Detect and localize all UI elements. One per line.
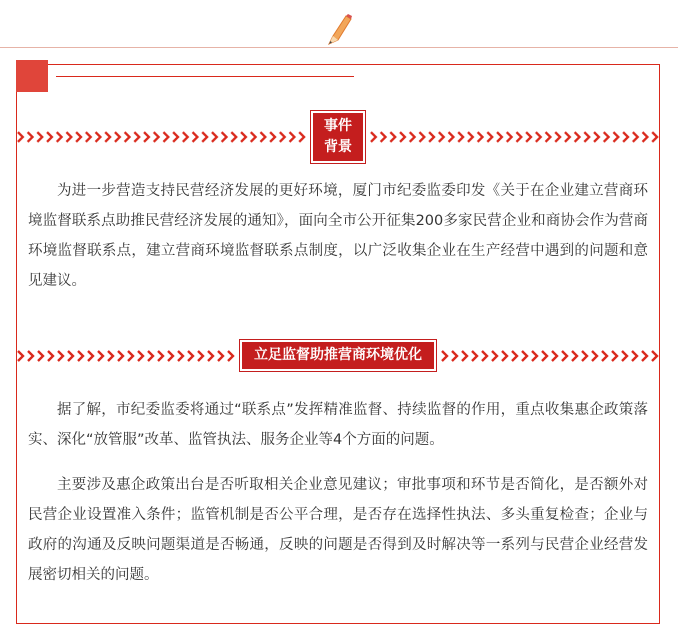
corner-underline — [56, 76, 354, 77]
chevron-divider-icon — [16, 131, 307, 143]
chevron-divider-icon — [440, 350, 660, 362]
paragraph-optimization-1: 据了解，市纪委监委将通过“联系点”发挥精准监督、持续监督的作用，重点收集惠企政策落实、深化“放管服”改革、监管执法、服务企业等4个方面的问题。 — [28, 402, 648, 448]
chevron-divider-icon — [369, 131, 660, 143]
section-header-background — [16, 113, 660, 161]
paragraph-background-1: 为进一步营造支持民营经济发展的更好环境，厦门市纪委监委印发《关于在企业建立营商环境监督联系点助推民营经济发展的通知》，面向全市公开征集200多家民营企业和商协会作为营商环境监督联系点，建立营商环境监督联系点制度，以广泛收集企业在生产经营中遇到的问题和意见建议。 — [28, 183, 648, 289]
paragraph-optimization-2: 主要涉及惠企政策出台是否听取相关企业意见建议；审批事项和环节是否简化，是否额外对民营企业设置准入条件；监管机制是否公平合理，是否存在选择性执法、多头重复检查；企业与政府的沟通及反映问题渠道是否畅通，反映的问题是否得到及时解决等一系列与民营企业经营发展密切相关的问题。 — [28, 477, 648, 583]
section-header-optimization — [16, 342, 660, 369]
chevron-divider-icon — [16, 350, 236, 362]
section-title-background — [313, 113, 363, 161]
pencil-icon — [325, 12, 353, 50]
corner-block — [16, 60, 48, 92]
section-title-line1: 事件 — [324, 118, 352, 134]
section-title-line2: 背景 — [324, 139, 352, 155]
section-title-optimization: 立足监督助推营商环境优化 — [242, 342, 434, 369]
